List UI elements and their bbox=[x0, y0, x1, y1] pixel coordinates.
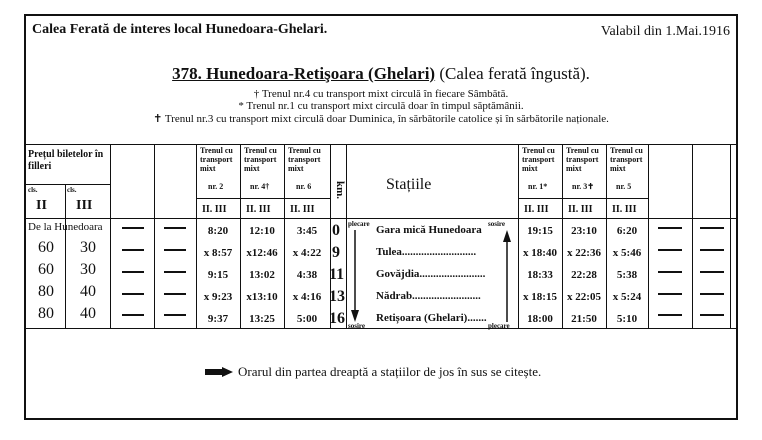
col-line-5 bbox=[240, 144, 241, 328]
departure-label: plecare bbox=[348, 220, 370, 228]
left-train-2-time: x12:46 bbox=[246, 247, 278, 259]
col-line-11 bbox=[606, 144, 607, 328]
right-train-2-time: 22:28 bbox=[571, 269, 597, 281]
right-train-class-line bbox=[518, 198, 648, 199]
note-train-4: † Trenul nr.4 cu transport mixt circulă în fiecare Sâmbătă. bbox=[253, 88, 509, 100]
right-train-2-time: x 22:05 bbox=[567, 291, 601, 303]
left-train-2-time: 13:02 bbox=[249, 269, 275, 281]
table-header-line bbox=[26, 218, 736, 219]
route-title bbox=[26, 64, 736, 84]
right-train-3-time: 5:10 bbox=[616, 313, 638, 325]
right-train-2-time: 21:50 bbox=[571, 313, 597, 325]
station-name: Tulea........................... bbox=[376, 246, 477, 258]
right-train-2-number: nr. 3✝ bbox=[572, 182, 594, 191]
right-train-2-time: 23:10 bbox=[571, 225, 597, 237]
note-train-3: ✝ Trenul nr.3 cu transport mixt circulă doar Duminica, în sărbătorile catolice și în sărbătorile naționale. bbox=[153, 113, 609, 125]
right-train-3-time: 5:38 bbox=[616, 269, 638, 281]
table-top-line bbox=[26, 144, 736, 145]
km-value: 16 bbox=[329, 310, 345, 327]
left-train-2-cls: II. III bbox=[246, 204, 271, 215]
dash bbox=[658, 314, 682, 316]
dash bbox=[122, 227, 144, 229]
left-train-1-time: x 8:57 bbox=[203, 247, 233, 259]
dash bbox=[164, 314, 186, 316]
col-line-10 bbox=[562, 144, 563, 328]
right-train-3-time: x 5:24 bbox=[612, 291, 642, 303]
dash bbox=[164, 227, 186, 229]
right-train-1-time: 18:00 bbox=[527, 313, 553, 325]
route-title-note: (Calea ferată îngustă). bbox=[439, 64, 590, 83]
left-train-2-time: x13:10 bbox=[246, 291, 278, 303]
price-row-1-cls2: 60 bbox=[38, 239, 54, 256]
right-train-3-header: Trenul cu transport mixt bbox=[610, 146, 643, 173]
dash bbox=[122, 271, 144, 273]
col-line-8 bbox=[346, 144, 347, 328]
dash bbox=[658, 227, 682, 229]
left-train-1-time: 9:15 bbox=[207, 269, 229, 281]
station-name: Retișoara (Ghelari)....... bbox=[376, 312, 487, 324]
price-row-2-cls2: 60 bbox=[38, 261, 54, 278]
left-train-1-time: 8:20 bbox=[207, 225, 229, 237]
class-label-3: cls. bbox=[67, 186, 77, 194]
right-train-3-number: nr. 5 bbox=[616, 182, 632, 191]
price-row-4-cls3: 40 bbox=[80, 305, 96, 322]
left-train-3-number: nr. 6 bbox=[296, 182, 312, 191]
timetable-frame bbox=[24, 14, 738, 420]
right-train-3-time: 6:20 bbox=[616, 225, 638, 237]
dash bbox=[164, 271, 186, 273]
price-row-2-cls3: 30 bbox=[80, 261, 96, 278]
note-train-1: * Trenul nr.1 cu transport mixt circulă doar în timpul săptămânii. bbox=[238, 100, 524, 112]
dash bbox=[700, 293, 724, 295]
right-train-1-time: 18:33 bbox=[527, 269, 553, 281]
km-header: km. bbox=[334, 180, 347, 200]
right-train-1-cls: II. III bbox=[524, 204, 549, 215]
dash bbox=[164, 249, 186, 251]
dash bbox=[122, 314, 144, 316]
right-train-1-time: x 18:15 bbox=[523, 291, 557, 303]
left-train-3-time: 4:38 bbox=[296, 269, 318, 281]
left-train-3-time: 5:00 bbox=[296, 313, 318, 325]
col-line-1 bbox=[65, 184, 66, 328]
arrival-label-left: sosire bbox=[348, 322, 365, 330]
route-title-main: 378. Hunedoara-Retişoara (Ghelari) bbox=[172, 64, 436, 83]
price-row-3-cls2: 80 bbox=[38, 283, 54, 300]
left-train-2-header: Trenul cu transport mixt bbox=[244, 146, 277, 173]
right-train-1-time: 19:15 bbox=[527, 225, 553, 237]
left-train-2-time: 12:10 bbox=[249, 225, 275, 237]
right-train-2-header: Trenul cu transport mixt bbox=[566, 146, 599, 173]
from-hunedoara: De la Hunedoara bbox=[28, 221, 103, 233]
col-line-9 bbox=[518, 144, 519, 328]
dash bbox=[700, 227, 724, 229]
col-line-13 bbox=[692, 144, 693, 328]
left-train-1-time: x 9:23 bbox=[203, 291, 233, 303]
right-train-1-number: nr. 1* bbox=[528, 182, 548, 191]
km-value: 11 bbox=[329, 266, 345, 283]
company-title: Calea Ferată de interes local Hunedoara-Ghelari. bbox=[32, 22, 328, 37]
price-row-3-cls3: 40 bbox=[80, 283, 96, 300]
left-train-class-line bbox=[196, 198, 330, 199]
left-train-3-cls: II. III bbox=[290, 204, 315, 215]
km-value: 9 bbox=[332, 244, 340, 261]
right-train-1-time: x 18:40 bbox=[523, 247, 557, 259]
pointing-hand-icon bbox=[204, 366, 234, 378]
km-value: 13 bbox=[329, 288, 345, 305]
left-train-1-cls: II. III bbox=[202, 204, 227, 215]
down-arrow-icon bbox=[348, 228, 362, 324]
left-train-3-time: x 4:16 bbox=[292, 291, 322, 303]
left-train-2-number: nr. 4† bbox=[250, 182, 270, 191]
arrival-label-right: sosire bbox=[488, 220, 505, 228]
dash bbox=[700, 314, 724, 316]
station-name: Govăjdia........................ bbox=[376, 268, 486, 280]
km-value: 0 bbox=[332, 222, 340, 239]
left-train-3-header: Trenul cu transport mixt bbox=[288, 146, 321, 173]
valid-from: Valabil din 1.Mai.1916 bbox=[600, 24, 730, 39]
right-train-3-cls: II. III bbox=[612, 204, 637, 215]
stations-header: Stațiile bbox=[386, 176, 432, 193]
dash bbox=[122, 249, 144, 251]
station-name: Nădrab......................... bbox=[376, 290, 481, 302]
left-train-3-time: 3:45 bbox=[296, 225, 318, 237]
col-line-6 bbox=[284, 144, 285, 328]
dash bbox=[658, 293, 682, 295]
dash bbox=[700, 271, 724, 273]
col-line-2 bbox=[110, 144, 111, 328]
table-bottom-line bbox=[26, 328, 736, 329]
right-train-2-cls: II. III bbox=[568, 204, 593, 215]
col-line-14 bbox=[730, 144, 731, 328]
up-arrow-icon bbox=[500, 228, 514, 324]
price-header: Prețul biletelor în filleri bbox=[28, 149, 104, 172]
col-line-3 bbox=[154, 144, 155, 328]
dash bbox=[658, 271, 682, 273]
right-train-2-time: x 22:36 bbox=[567, 247, 601, 259]
right-train-3-time: x 5:46 bbox=[612, 247, 642, 259]
dash bbox=[122, 293, 144, 295]
col-line-12 bbox=[648, 144, 649, 328]
left-train-1-time: 9:37 bbox=[207, 313, 229, 325]
left-train-2-time: 13:25 bbox=[249, 313, 275, 325]
col-line-4 bbox=[196, 144, 197, 328]
departure-label-right: plecare bbox=[488, 322, 510, 330]
left-train-1-number: nr. 2 bbox=[208, 182, 224, 191]
right-train-1-header: Trenul cu transport mixt bbox=[522, 146, 555, 173]
price-class-line bbox=[26, 184, 110, 185]
price-row-4-cls2: 80 bbox=[38, 305, 54, 322]
class-2-label: II bbox=[36, 198, 47, 213]
class-3-label: III bbox=[76, 198, 93, 213]
left-train-3-time: x 4:22 bbox=[292, 247, 322, 259]
dash bbox=[700, 249, 724, 251]
dash bbox=[658, 249, 682, 251]
price-row-1-cls3: 30 bbox=[80, 239, 96, 256]
station-name: Gara mică Hunedoara bbox=[376, 224, 482, 236]
dash bbox=[164, 293, 186, 295]
class-label-2: cls. bbox=[28, 186, 38, 194]
footer-note: Orarul din partea dreaptă a stațiilor de jos în sus se citește. bbox=[238, 364, 542, 379]
left-train-1-header: Trenul cu transport mixt bbox=[200, 146, 233, 173]
